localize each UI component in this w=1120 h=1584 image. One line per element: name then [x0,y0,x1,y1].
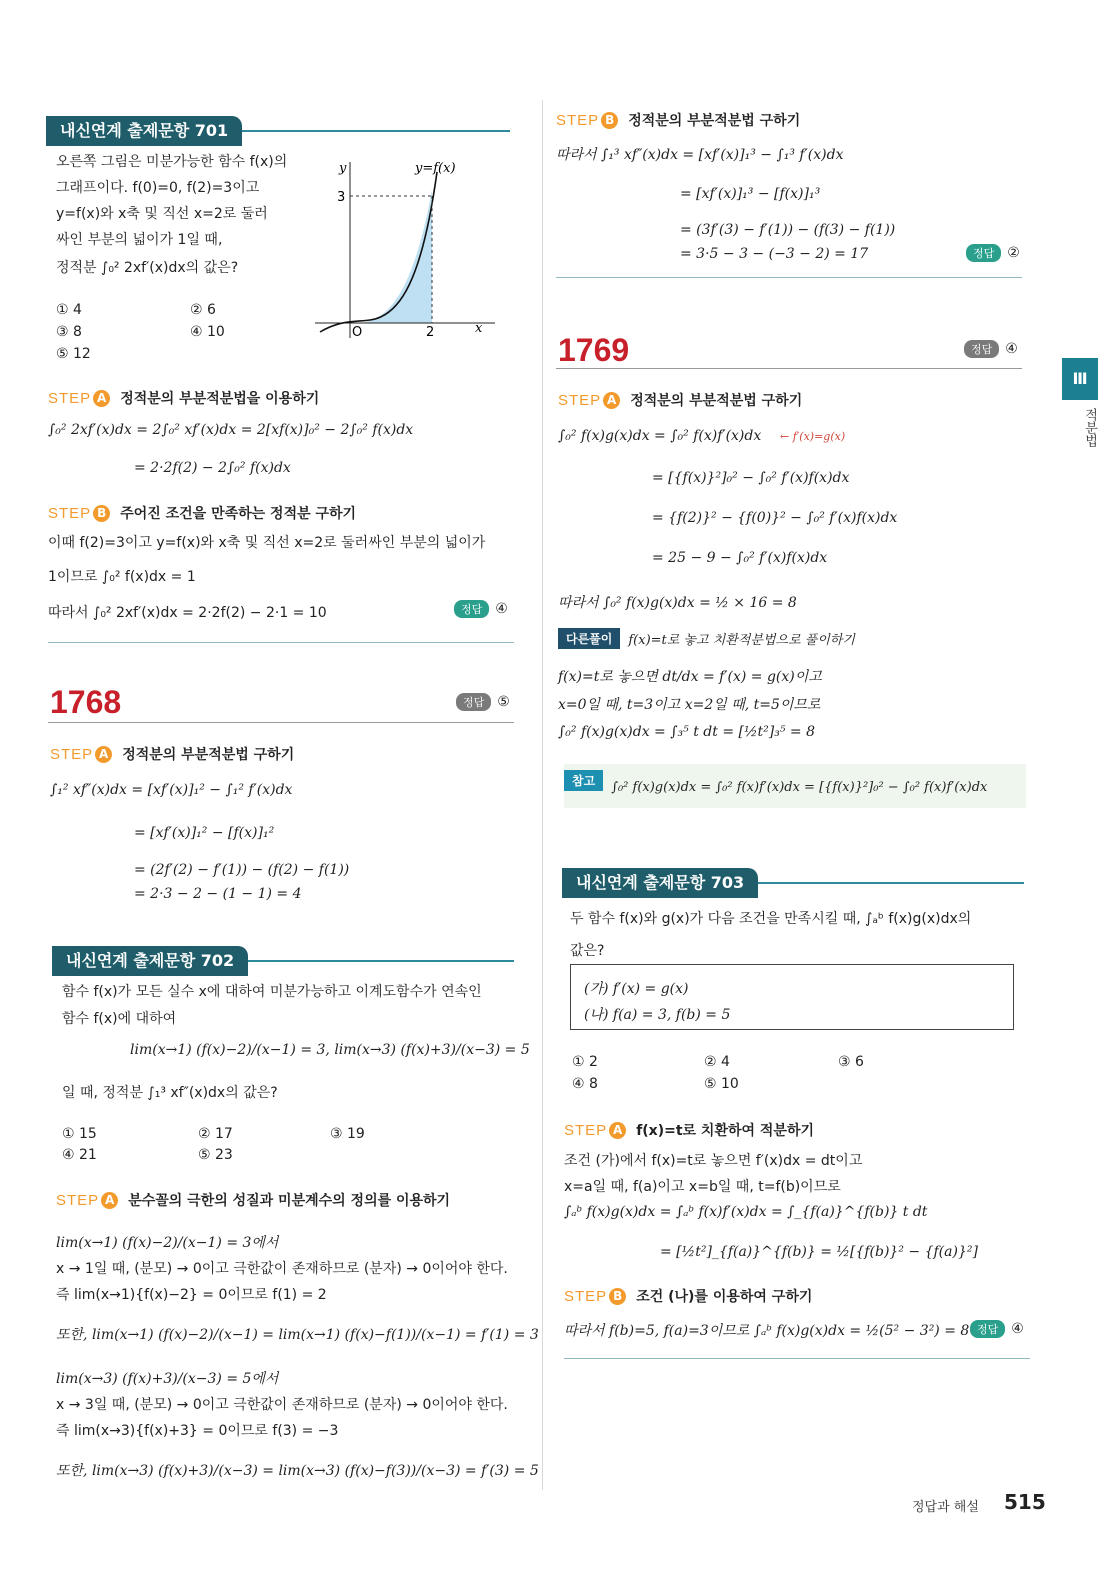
step-label: STEP [48,389,92,407]
step-mark: A [603,392,620,409]
solution-line: 조건 (가)에서 f(x)=t로 놓으면 f′(x)dx = dt이고 [564,1153,863,1169]
question-line: y=f(x)와 x축 및 직선 x=2로 둘러 [56,206,268,222]
solution-line: 따라서 ∫₁³ xf″(x)dx = [xf′(x)]₁³ − ∫₁³ f′(x)dx [556,147,844,163]
step-b-heading [556,110,800,130]
badge-label: 내신연계 출제문항 701 [46,116,242,146]
solution-line: = (3f′(3) − f′(1)) − (f(3) − f(1)) [680,222,896,238]
question-line: 정적분 ∫₀² 2xf′(x)dx의 값은? [56,260,239,276]
solution-line: lim(x→3) (f(x)+3)/(x−3) = 5에서 [56,1371,279,1387]
step-a-heading [564,1120,814,1140]
step-label: STEP [48,504,92,522]
answer-1768 [456,693,510,711]
badge-702 [52,946,514,976]
alt-solution-heading [558,628,855,649]
footer-label: 정답과 해설 [912,1500,979,1515]
choice: ② 4 [704,1054,730,1070]
solution-line: 따라서 ∫₀² f(x)g(x)dx = ½ × 16 = 8 [558,595,797,611]
step-a-heading [558,390,802,410]
column-divider [542,100,543,1490]
choice: ② 17 [198,1126,233,1142]
solution-line: 즉 lim(x→1){f(x)−2} = 0이므로 f(1) = 2 [56,1287,327,1303]
answer-value: ④ [495,601,508,617]
choice: ③ 19 [330,1126,365,1142]
step-label: STEP [556,111,600,129]
solution-line: = 2·3 − 2 − (1 − 1) = 4 [134,886,302,902]
step-title: 정적분의 부분적분법을 이용하기 [120,391,320,407]
solution-line: 즉 lim(x→3){f(x)+3} = 0이므로 f(3) = −3 [56,1423,339,1439]
question-line: 그래프이다. f(0)=0, f(2)=3이고 [56,180,260,196]
solution-line: = [xf′(x)]₁² − [f(x)]₁² [134,825,275,841]
y-axis-label: y [339,161,347,176]
step-label: STEP [56,1191,100,1209]
badge-701 [46,116,510,146]
question-line: 함수 f(x)가 모든 실수 x에 대하여 미분가능하고 이계도함수가 연속인 [62,984,482,1000]
section-rule [556,277,1022,278]
solution-line: 1이므로 ∫₀² f(x)dx = 1 [48,569,196,585]
answer-pill: 정답 [966,244,1001,262]
solution-line: x=0일 때, t=3이고 x=2일 때, t=5이므로 [558,697,821,713]
solution-line: ∫₀² f(x)g(x)dx = ∫₀² f(x)f′(x)dx [558,428,762,444]
solution-line: ∫₀² 2xf′(x)dx = 2∫₀² xf′(x)dx = 2[xf(x)]₀² − 2∫₀² f(x)dx [48,422,414,438]
solution-line: 또한, lim(x→3) (f(x)+3)/(x−3) = lim(x→3) (f(x)−f(3))/(x−3) = f′(3) = 5 [56,1463,539,1479]
choice: ⑤ 10 [704,1076,739,1092]
problem-number: 1769 [558,332,630,368]
step-a-heading [56,1190,450,1210]
choice: ② 6 [190,302,216,318]
step-a-heading [48,388,319,408]
badge-label: 내신연계 출제문항 702 [52,946,248,976]
answer-701 [454,600,508,618]
function-graph [310,150,510,345]
answer-702 [966,244,1020,262]
problem-number: 1768 [50,684,122,720]
answer-703 [970,1320,1024,1338]
reference-row [564,766,987,795]
solution-line: 또한, lim(x→1) (f(x)−2)/(x−1) = lim(x→1) (f(x)−f(1))/(x−1) = f′(1) = 3 [56,1327,539,1343]
chapter-title: 적분법 [1082,408,1097,447]
step-title: 조건 (나)를 이용하여 구하기 [636,1289,813,1305]
curve-label: y=f(x) [415,161,456,176]
page-number: 515 [1004,1490,1046,1514]
step-label: STEP [558,391,602,409]
question-line: 싸인 부분의 넓이가 1일 때, [56,232,223,248]
step-title: f(x)=t로 치환하여 적분하기 [636,1123,814,1139]
condition: (가) f′(x) = g(x) [584,981,689,997]
badge-label: 내신연계 출제문항 703 [562,868,758,898]
origin-label: O [352,325,363,340]
solution-line: = (2f′(2) − f′(1)) − (f(2) − f(1)) [134,862,350,878]
choice: ① 4 [56,302,82,318]
step-mark: B [93,505,110,522]
solution-line: x=a일 때, f(a)이고 x=b일 때, t=f(b)이므로 [564,1179,841,1195]
question-line: 두 함수 f(x)와 g(x)가 다음 조건을 만족시킬 때, ∫ₐᵇ f(x)g(x)dx의 [570,911,972,927]
step-mark: A [93,390,110,407]
choice: ① 2 [572,1054,598,1070]
question-line: 일 때, 정적분 ∫₁³ xf″(x)dx의 값은? [62,1085,278,1101]
chapter-tab [1062,358,1098,400]
solution-line: x → 3일 때, (분모) → 0이고 극한값이 존재하므로 (분자) → 0이어야 한다. [56,1397,508,1413]
solution-line: 이때 f(2)=3이고 y=f(x)와 x축 및 직선 x=2로 둘러싸인 부분의 넓이가 [48,535,486,551]
badge-703 [562,868,1024,898]
choice: ④ 10 [190,324,225,340]
answer-pill: 정답 [456,693,491,711]
step-title: 정적분의 부분적분법 구하기 [630,393,803,409]
step-b-heading [48,503,356,523]
answer-value: ④ [1005,341,1018,357]
choice: ① 15 [62,1126,97,1142]
question-line: 함수 f(x)에 대하여 [62,1011,177,1027]
step-title: 정적분의 부분적분법 구하기 [628,113,801,129]
answer-pill: 정답 [970,1320,1005,1338]
answer-1769 [964,340,1018,358]
solution-line: = {f(2)}² − {f(0)}² − ∫₀² f′(x)f(x)dx [652,510,898,526]
alt-title: f(x)=t로 놓고 치환적분법으로 풀이하기 [628,633,855,648]
solution-line: = 25 − 9 − ∫₀² f′(x)f(x)dx [652,550,828,566]
section-rule [564,1358,1030,1359]
choice: ④ 8 [572,1076,598,1092]
step-mark: A [101,1192,118,1209]
question-limits: lim(x→1) (f(x)−2)/(x−1) = 3, lim(x→3) (f(x)+3)/(x−3) = 5 [130,1042,530,1058]
answer-value: ④ [1011,1321,1024,1337]
hint-note: ← f′(x)=g(x) [780,430,846,443]
badge-underline [758,882,1024,884]
choice: ③ 6 [838,1054,864,1070]
answer-value: ⑤ [497,694,510,710]
answer-value: ② [1007,245,1020,261]
section-rule [48,642,514,643]
answer-pill: 정답 [964,340,999,358]
solution-line: = [½t²]_{f(a)}^{f(b)} = ½[{f(b)}² − {f(a)}²] [660,1244,978,1260]
solution-line: f(x)=t로 놓으면 dt/dx = f′(x) = g(x)이고 [558,669,822,685]
question-line: 오른쪽 그림은 미분가능한 함수 f(x)의 [56,154,288,170]
solution-line: = 3·5 − 3 − (−3 − 2) = 17 [680,246,869,262]
step-mark: B [601,112,618,129]
step-mark: B [609,1288,626,1305]
solution-line: ∫₁² xf″(x)dx = [xf′(x)]₁² − ∫₁² f′(x)dx [50,782,293,798]
step-label: STEP [564,1121,608,1139]
reference-text: ∫₀² f(x)g(x)dx = ∫₀² f(x)f′(x)dx = [{f(x)}²]₀² − ∫₀² f(x)f′(x)dx [611,780,988,795]
step-label: STEP [564,1287,608,1305]
solution-line: = [{f(x)}²]₀² − ∫₀² f′(x)f(x)dx [652,470,850,486]
question-line: 값은? [570,943,605,959]
solution-line: 따라서 ∫₀² 2xf′(x)dx = 2·2f(2) − 2·1 = 10 [48,605,327,621]
y-tick-label: 3 [337,190,346,205]
step-title: 분수꼴의 극한의 성질과 미분계수의 정의를 이용하기 [128,1193,451,1209]
solution-line: ∫ₐᵇ f(x)g(x)dx = ∫ₐᵇ f(x)f′(x)dx = ∫_{f(a)}^{f(b)} t dt [564,1204,928,1220]
step-mark: A [95,746,112,763]
number-rule [48,722,514,723]
solution-line: 따라서 f(b)=5, f(a)=3이므로 ∫ₐᵇ f(x)g(x)dx = ½(5² − 3²) = 8 [564,1323,970,1339]
solution-line: x → 1일 때, (분모) → 0이고 극한값이 존재하므로 (분자) → 0이어야 한다. [56,1261,508,1277]
x-tick-label: 2 [426,325,435,340]
number-rule [556,368,1022,369]
answer-pill: 정답 [454,600,489,618]
choice: ③ 8 [56,324,82,340]
badge-underline [248,960,514,962]
choice: ④ 21 [62,1147,97,1163]
solution-line: = [xf′(x)]₁³ − [f(x)]₁³ [680,186,821,202]
choice: ⑤ 23 [198,1147,233,1163]
choice: ⑤ 12 [56,346,91,362]
step-a-heading [50,744,294,764]
step-title: 정적분의 부분적분법 구하기 [122,747,295,763]
solution-line: ∫₀² f(x)g(x)dx = ∫₃⁵ t dt = [½t²]₃⁵ = 8 [558,724,815,740]
condition: (나) f(a) = 3, f(b) = 5 [584,1007,731,1023]
badge-underline [242,130,510,132]
alt-chip: 다른풀이 [558,628,620,649]
reference-chip: 참고 [564,770,603,791]
step-label: STEP [50,745,94,763]
solution-line: = 2·2f(2) − 2∫₀² f(x)dx [134,460,291,476]
step-b-heading [564,1286,812,1306]
solution-line: lim(x→1) (f(x)−2)/(x−1) = 3에서 [56,1235,279,1251]
x-axis-label: x [475,321,483,336]
step-title: 주어진 조건을 만족하는 정적분 구하기 [120,506,357,522]
step-mark: A [609,1122,626,1139]
chapter-number: Ⅲ [1072,369,1088,388]
